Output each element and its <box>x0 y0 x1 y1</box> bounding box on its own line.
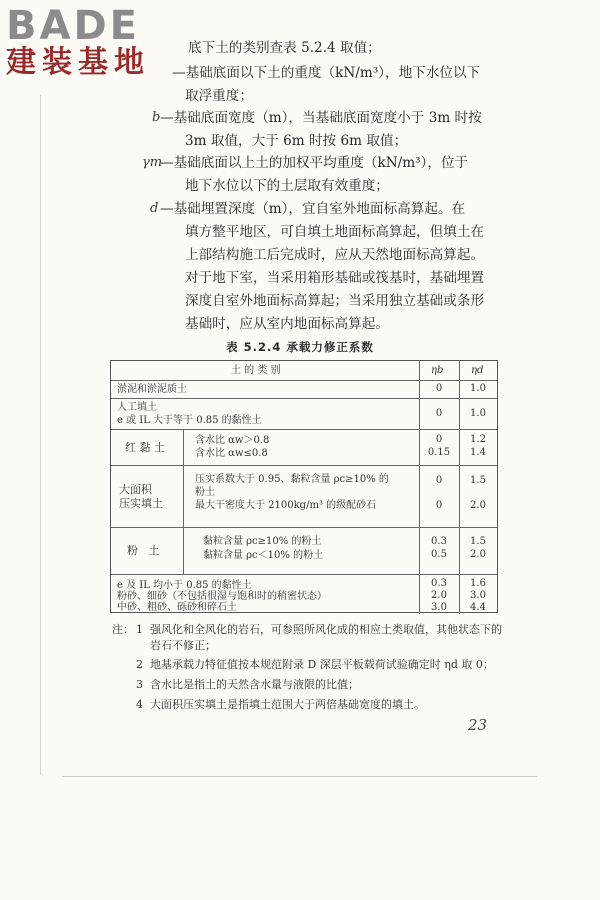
row6-soil-3: 中砂、粗砂、砾砂和碎石土 <box>117 602 237 613</box>
def-d-line-3: 上部结构施工后完成时，应从天然地面标高算起。 <box>185 247 485 263</box>
row4-eta-b: 0 0 <box>435 475 443 511</box>
row-divider-5 <box>111 574 497 575</box>
def-b-symbol: b <box>152 110 161 125</box>
row5-eta-b: 0.3 0.5 <box>431 536 447 560</box>
def-b-line-1: —基础底面宽度（m），当基础底面宽度小于 3m 时按 <box>160 110 482 126</box>
header-soil-type: 土 的 类 别 <box>231 365 281 376</box>
note-4-line-1: 大面积压实填土是指填土范围大于两倍基础宽度的填土。 <box>150 698 425 711</box>
row5-group: 粉 土 <box>127 544 160 557</box>
row2-eta-b: 0 <box>435 408 443 419</box>
def-weight-line-1: —基础底面以下土的重度（kN/m³），地下水位以下 <box>172 65 481 81</box>
def-d-line-5: 深度自室外地面标高算起；当采用独立基础或条形 <box>185 293 485 309</box>
def-d-symbol: d <box>150 201 159 216</box>
row-divider-header <box>111 380 497 381</box>
row2-soil-1: 人工填土 <box>117 402 157 413</box>
row3-group: 红 黏 土 <box>125 441 165 454</box>
intro-line: 底下土的类别查表 5.2.4 取值； <box>188 40 381 56</box>
notes-label: 注： <box>112 623 134 636</box>
row4-eta-d: 1.5 2.0 <box>470 475 486 511</box>
def-b-line-2: 3m 取值，大于 6m 时按 6m 取值； <box>185 133 408 149</box>
row2-soil-2: e 或 IL 大于等于 0.85 的黏性土 <box>117 415 262 426</box>
row4-sub-3: 最大干密度大于 2100kg/m³ 的级配砂石 <box>195 500 377 511</box>
coefficient-table <box>110 360 498 613</box>
row5-sub-2: 黏粒含量 ρc＜10% 的粉土 <box>203 550 324 561</box>
row6-eta-b: 0.3 2.0 3.0 <box>431 578 447 613</box>
row3-eta-d: 1.2 1.4 <box>470 434 486 458</box>
row3-eta-b: 0 0.15 <box>427 434 451 458</box>
def-gamma-symbol: γm <box>142 155 163 170</box>
def-d-line-6: 基础时，应从室内地面标高算起。 <box>185 316 389 332</box>
def-gamma-line-1: —基础底面以上土的加权平均重度（kN/m³），位于 <box>160 155 469 171</box>
row6-soil-2: 粉砂、细砂（不包括很湿与饱和时的稍密状态） <box>117 591 327 602</box>
row-divider-4 <box>111 527 497 528</box>
table-title: 表 5.2.4 承载力修正系数 <box>226 340 374 354</box>
row1-soil: 淤泥和淤泥质土 <box>117 384 187 395</box>
logo-brand-cn: 建装基地 <box>6 45 150 80</box>
margin-line <box>40 95 41 775</box>
def-d-line-4: 对于地下室，当采用箱形基础或筏基时，基础埋置 <box>185 270 485 286</box>
row4-sub-1: 压实系数大于 0.95、黏粒含量 ρc≥10% 的 <box>195 474 389 485</box>
row3-sub-2: 含水比 αw≤0.8 <box>195 448 268 459</box>
row1-eta-d: 1.0 <box>470 383 486 394</box>
row-divider-1 <box>111 398 497 399</box>
group-divider <box>183 429 184 574</box>
row5-eta-d: 1.5 2.0 <box>470 536 486 560</box>
def-d-line-2: 填方整平地区，可自填土地面标高算起，但填土在 <box>185 224 485 240</box>
row4-sub-2: 粉土 <box>195 487 215 498</box>
note-1-line-1: 强风化和全风化的岩石，可参照所风化成的相应土类取值，其他状态下的 <box>150 623 502 636</box>
row1-eta-b: 0 <box>435 383 443 394</box>
note-1-line-2: 岩石不修正； <box>150 639 216 652</box>
row5-sub-1: 黏粒含量 ρc≥10% 的粉土 <box>203 536 322 547</box>
footer-line <box>62 776 537 777</box>
row-divider-3 <box>111 465 497 466</box>
page-number: 23 <box>468 716 488 734</box>
def-gamma-line-2: 地下水位以下的土层取有效重度； <box>185 178 389 194</box>
row-divider-2 <box>111 429 497 430</box>
note-2-line-1: 地基承载力特征值按本规范附录 D 深层平板载荷试验确定时 ηd 取 0； <box>150 658 494 671</box>
header-eta-b: ηb <box>431 365 444 376</box>
def-d-line-1: —基础埋置深度（m），宜自室外地面标高算起。在 <box>160 201 466 217</box>
note-3-number: 3 <box>136 678 143 691</box>
row4-group: 大面积 压实填土 <box>119 483 163 510</box>
bade-logo <box>6 4 178 80</box>
note-2-number: 2 <box>136 658 143 671</box>
row6-eta-d: 1.6 3.0 4.4 <box>470 578 486 613</box>
note-4-number: 4 <box>136 698 143 711</box>
note-3-line-1: 含水比是指土的天然含水量与液限的比值； <box>150 678 359 691</box>
row6-soil-1: e 及 IL 均小于 0.85 的黏性土 <box>117 580 252 591</box>
header-eta-d: ηd <box>471 365 484 376</box>
note-1-number: 1 <box>136 623 143 636</box>
row3-sub-1: 含水比 αw＞0.8 <box>195 435 270 446</box>
logo-brand-en: BADE <box>6 3 140 49</box>
def-weight-line-2: 取浮重度； <box>185 88 253 104</box>
row2-eta-d: 1.0 <box>470 408 486 419</box>
